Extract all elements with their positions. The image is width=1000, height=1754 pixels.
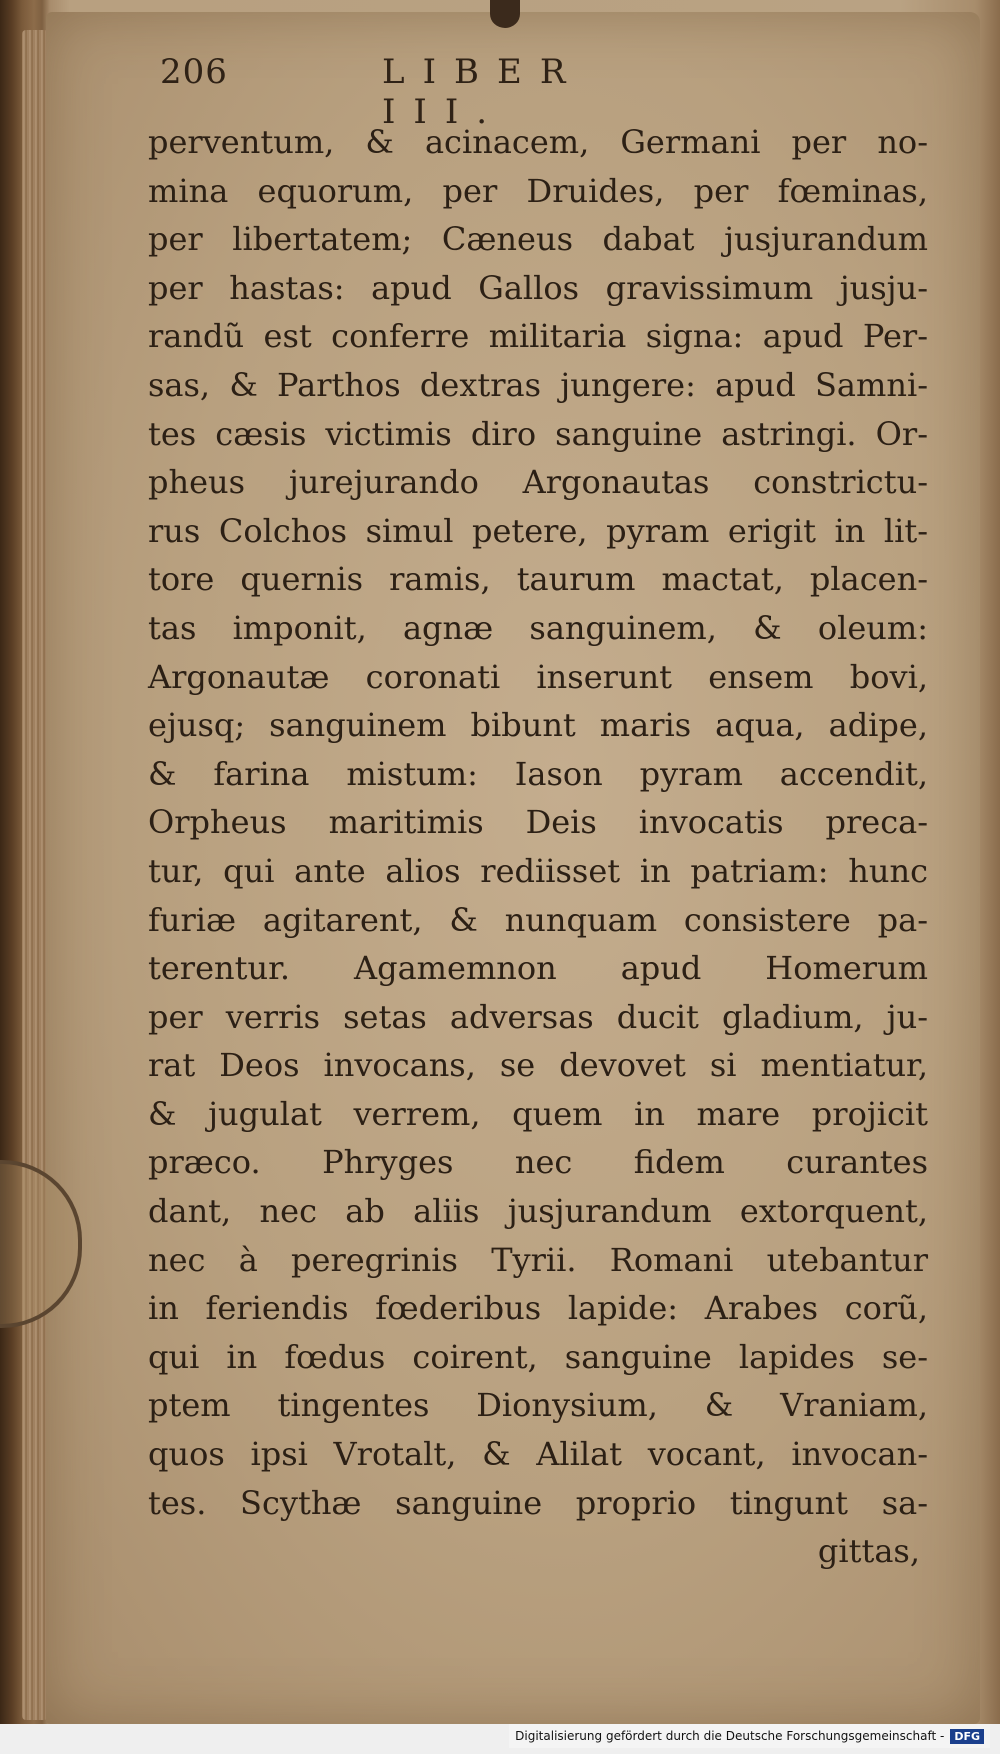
- text-line: tes cæsis victimis diro sanguine astringi. Or-: [148, 414, 928, 453]
- page-number: 206: [160, 52, 228, 92]
- credit-text: Digitalisierung gefördert durch die Deutsche Forschungsgemeinschaft -: [515, 1729, 945, 1743]
- text-line: perventum, & acinacem, Germani per no-: [148, 123, 928, 161]
- text-line: rat Deos invocans, se devovet si mentiatur,: [148, 1046, 928, 1085]
- text-line: pheus jurejurando Argonautas constrictu-: [148, 463, 928, 502]
- text-line: qui in fœdus coirent, sanguine lapides se-: [148, 1337, 928, 1376]
- text-line: in feriendis fœderibus lapide: Arabes corũ,: [148, 1289, 928, 1328]
- running-title: LIBER III.: [382, 52, 584, 132]
- dfg-logo-icon: DFG: [950, 1729, 984, 1744]
- text-line: præco. Phryges nec fidem curantes: [148, 1143, 928, 1182]
- text-line: terentur. Agamemnon apud Homerum: [148, 949, 928, 988]
- text-line: gittas,: [817, 1532, 920, 1571]
- body-text: [148, 118, 928, 1576]
- text-line: dant, nec ab aliis jusjurandum extorquent,: [148, 1192, 928, 1231]
- text-line: furiæ agitarent, & nunquam consistere pa-: [148, 900, 928, 939]
- text-line: Orpheus maritimis Deis invocatis preca-: [148, 803, 928, 842]
- text-line: ptem tingentes Dionysium, & Vraniam,: [148, 1386, 928, 1425]
- text-line: per libertatem; Cæneus dabat jusjurandum: [148, 220, 928, 259]
- binding-hole: [490, 0, 520, 28]
- text-line: & jugulat verrem, quem in mare projicit: [148, 1094, 928, 1133]
- page-header: [160, 52, 720, 132]
- text-line: per hastas: apud Gallos gravissimum jusju-: [148, 268, 928, 307]
- text-line: randũ est conferre militaria signa: apud Per-: [148, 317, 928, 356]
- text-line: nec à peregrinis Tyrii. Romani utebantur: [148, 1240, 928, 1279]
- page-edges: [22, 30, 48, 1720]
- text-line: tas imponit, agnæ sanguinem, & oleum:: [148, 608, 928, 647]
- text-line: rus Colchos simul petere, pyram erigit in lit-: [148, 511, 928, 550]
- text-line: quos ipsi Vrotalt, & Alilat vocant, invocan-: [148, 1435, 928, 1474]
- digitization-credit: [509, 1724, 990, 1748]
- text-line: & farina mistum: Iason pyram accendit,: [148, 754, 928, 793]
- text-line: Argonautæ coronati inserunt ensem bovi,: [148, 657, 928, 696]
- text-line: per verris setas adversas ducit gladium, ju-: [148, 997, 928, 1036]
- text-line: mina equorum, per Druides, per fœminas,: [148, 171, 928, 210]
- text-line: sas, & Parthos dextras jungere: apud Samni-: [148, 365, 928, 404]
- text-line: ejusq; sanguinem bibunt maris aqua, adipe,: [148, 706, 928, 745]
- text-line: tore quernis ramis, taurum mactat, placen-: [148, 560, 928, 599]
- text-line: tur, qui ante alios rediisset in patriam: hunc: [148, 851, 928, 890]
- text-line: tes. Scythæ sanguine proprio tingunt sa-: [148, 1483, 928, 1522]
